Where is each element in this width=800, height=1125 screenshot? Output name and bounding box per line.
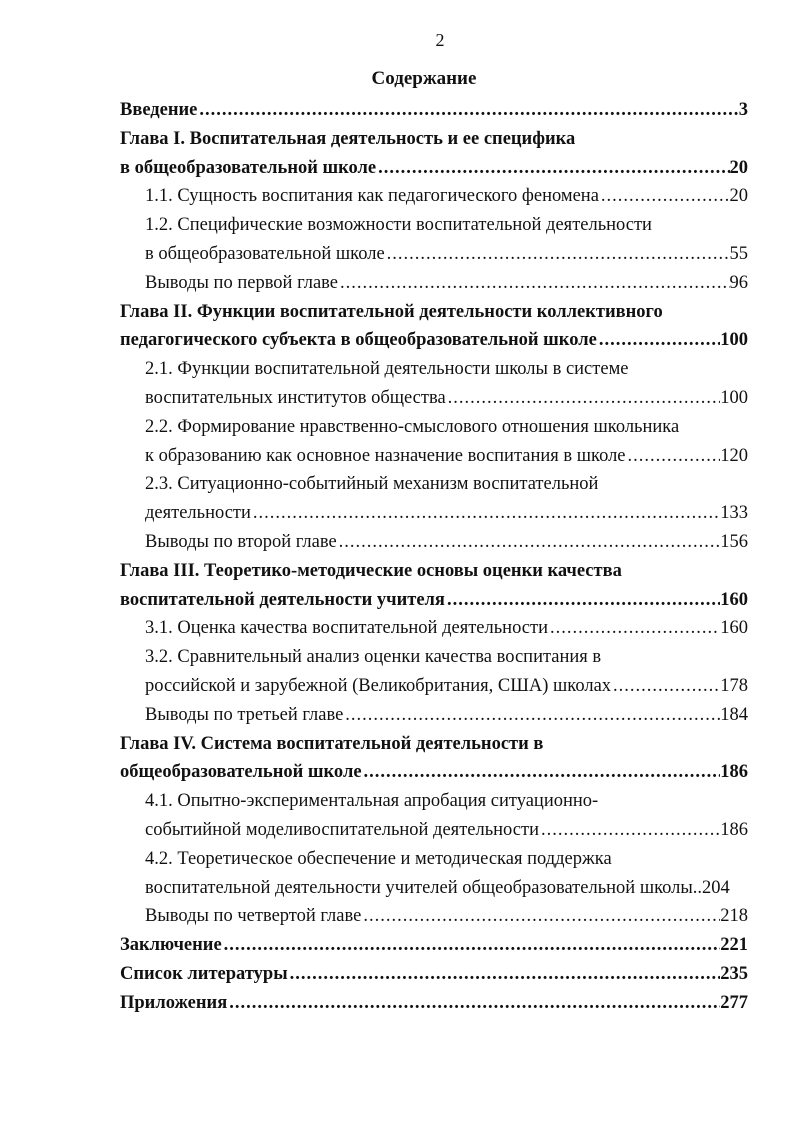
toc-dot-leader [548,614,720,642]
toc-entry-line [145,816,748,844]
toc-page-number: 100 [720,388,748,408]
toc-page-number: 186 [720,762,748,783]
toc-page-number: 160 [720,589,748,610]
toc-heading-line [120,931,748,959]
toc-entry-text: Выводы по третьей главе [145,704,344,725]
toc-page-number: 204 [702,877,730,898]
page-number: 2 [435,30,445,50]
toc-entry-text: 2.1. Функции воспитательной деятельности школы в системе [145,359,629,380]
toc-entry-text: Глава I. Воспитательная деятельность и ее специфика [120,128,576,149]
toc-entry-text: педагогического субъекта в общеобразовательной школе [120,330,597,351]
toc-entry-line [145,211,748,239]
toc-page-number: 160 [720,618,748,639]
toc-entry-text: 3.2. Сравнительный анализ оценки качества воспитания в [145,647,602,668]
toc-dot-leader [361,902,720,930]
toc-entry-line [145,614,748,642]
toc-entry-text: 1.2. Специфические возможности воспитательной деятельности [145,215,652,236]
toc-entry-line [145,643,748,671]
toc-heading-line [120,154,748,182]
toc-entry-line [145,845,748,873]
toc-heading-line [120,758,748,786]
toc-dot-leader [338,269,729,297]
toc-entry-text: Введение [120,100,198,120]
toc-entry-line [145,902,748,930]
toc-dot-leader [343,701,720,729]
toc-entry-text: российской и зарубежной (Великобритания, США) школах [145,676,612,696]
toc-page-number: 20 [729,157,748,178]
toc-dot-leader [446,384,721,412]
toc-page-number: 277 [720,992,748,1013]
toc-entry-text: Список литературы [120,964,288,984]
toc-entry-text: 3.1. Оценка качества воспитательной деятельности [145,618,548,639]
toc-entry-text: 2.3. Ситуационно-событийный механизм воспитательной [145,474,599,495]
toc-entry-text: Заключение [120,935,222,956]
toc-entry-text: 1.1. Сущность воспитания как педагогического феномена [145,186,599,207]
toc-entry-line [145,470,748,498]
toc-entry-line [145,874,748,902]
toc-entry-text: Глава III. Теоретико-методические основы оценки качества [120,560,622,581]
toc-dot-leader [599,182,730,210]
toc-page-number: 20 [729,186,748,207]
toc-entry-line [145,240,748,268]
toc-heading-line [120,557,748,585]
toc-page-number: 218 [720,906,748,927]
toc-dot-leader [337,528,721,556]
toc-entry-text: воспитательной деятельности учителей общеобразовательной школы.. [145,877,703,898]
toc-dot-leader [626,442,721,470]
toc-heading-line [120,989,748,1017]
toc-page-number: 120 [720,445,748,466]
toc-page-number: 133 [720,503,748,524]
toc-page-number: 184 [720,704,748,725]
toc-entry-line [145,269,748,297]
toc-entry-line [145,787,748,815]
toc-dot-leader [197,96,738,124]
toc-entry-text: 4.1. Опытно-экспериментальная апробация ситуационно- [145,791,599,812]
toc-entry-line [145,384,748,412]
toc-dot-leader [385,240,730,268]
toc-dot-leader [222,931,721,959]
toc-dot-leader [597,326,720,354]
toc-dot-leader [362,758,721,786]
toc-entry-text: в общеобразовательной школе [145,244,385,264]
toc-entry-text: Глава II. Функции воспитательной деятельности коллективного [120,301,663,322]
toc-dot-leader [376,154,729,182]
toc-entry-text: Выводы по четвертой главе [145,906,362,927]
toc-entry-text: Выводы по второй главе [145,532,337,552]
toc-entry-line [145,528,748,556]
toc-heading-line [120,730,748,758]
toc-entry-text: событийной моделивоспитательной деятельности [145,820,539,840]
toc-entry-text: Приложения [120,992,228,1013]
toc-entry-text: воспитательной деятельности учителя [120,589,445,610]
toc-heading-line [120,125,748,153]
toc-entry-text: в общеобразовательной школе [120,157,377,178]
toc-heading-line [120,586,748,614]
toc-page-number: 178 [720,676,748,696]
toc-dot-leader [288,960,721,988]
page-title: Содержание [371,68,477,89]
toc-heading-line [120,298,748,326]
toc-page-number: 55 [729,244,748,264]
toc-page-number: 156 [720,532,748,552]
toc-entry-text: 4.2. Теоретическое обеспечение и методическая поддержка [145,848,612,869]
toc-page-number: 221 [720,935,748,956]
toc-entry-line [145,701,748,729]
toc-page-number: 96 [729,272,748,293]
toc-entry-text: воспитательных институтов общества [145,388,446,408]
toc-entry-text: к образованию как основное назначение воспитания в школе [145,445,626,466]
toc-entry-line [145,413,748,441]
toc-entry-line [145,672,748,700]
toc-entry-text: общеобразовательной школе [120,762,362,783]
toc-entry-text: 2.2. Формирование нравственно-смыслового отношения школьника [145,416,680,437]
toc-dot-leader [227,989,720,1017]
toc-dot-leader [539,816,720,844]
toc-entry-text: деятельности [145,503,251,524]
toc-entry-text: Глава IV. Система воспитательной деятельности в [120,733,544,754]
toc-entry-line [145,499,748,527]
toc-page-number: 3 [738,100,748,120]
toc-page-number: 235 [720,964,748,984]
toc-page-number: 100 [720,330,748,351]
toc-heading-line [120,96,748,124]
toc-dot-leader [611,672,720,700]
toc-entry-line [145,182,748,210]
toc-dot-leader [445,586,720,614]
toc-page-number: 186 [720,820,748,840]
toc-dot-leader [251,499,720,527]
toc-heading-line [120,960,748,988]
toc-entry-line [145,355,748,383]
toc-heading-line [120,326,748,354]
toc-entry-text: Выводы по первой главе [145,272,339,293]
toc-entry-line [145,442,748,470]
